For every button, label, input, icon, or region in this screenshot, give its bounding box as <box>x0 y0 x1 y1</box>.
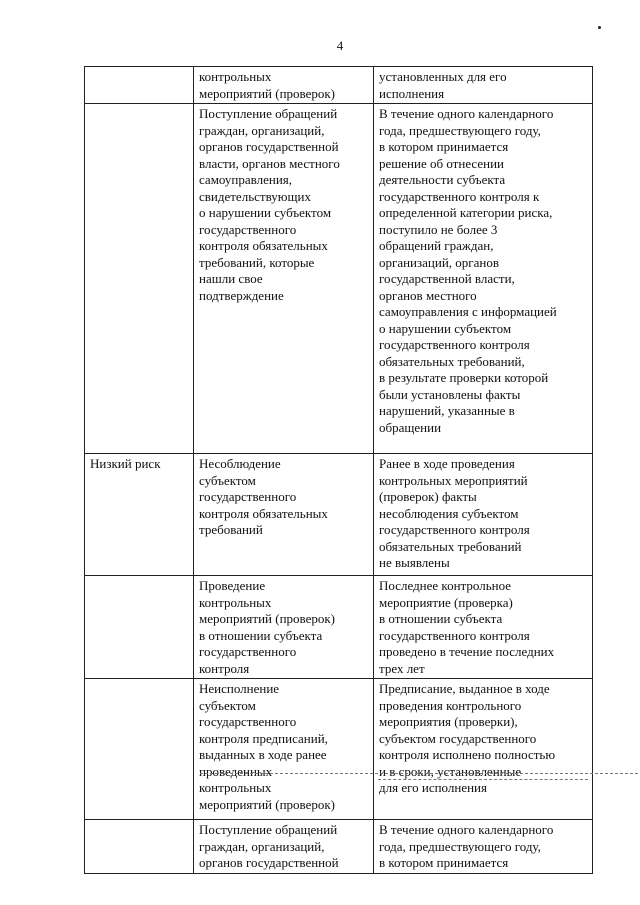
condition-cell: В течение одного календарного года, предшествующего году, в котором принимается <box>374 820 593 874</box>
corner-dot <box>598 26 601 29</box>
condition-cell: В течение одного календарного года, предшествующего году, в котором принимается решение об отнесении деятельности субъекта государственного контроля к определенной категории риска, поступило не более 3 обращений граждан, организаций, органов государственной власти, органов местного самоуправления с информацией о нарушении субъектом государственного контроля обязательных требований, в результате проверки которой были установлены факты нарушений, указанные в обращении <box>374 104 593 454</box>
criterion-cell: Проведение контрольных мероприятий (проверок) в отношении субъекта государственного контроля <box>194 576 374 679</box>
criterion-cell: контрольных мероприятий (проверок) <box>194 67 374 104</box>
condition-cell: установленных для его исполнения <box>374 67 593 104</box>
risk-cell <box>85 576 194 679</box>
risk-cell <box>85 104 194 454</box>
page-number: 4 <box>336 38 344 53</box>
risk-criteria-table <box>84 66 593 874</box>
condition-cell: Ранее в ходе проведения контрольных мероприятий (проверок) факты несоблюдения субъектом государственного контроля обязательных требований не выявлены <box>374 454 593 576</box>
table-row <box>85 576 593 679</box>
table-row <box>85 454 593 576</box>
criterion-cell: Поступление обращений граждан, организаций, органов государственной власти, органов местного самоуправления, свидетельствующих о нарушении субъектом государственного контроля обязательных требований, которые нашли свое подтверждение <box>194 104 374 454</box>
criterion-cell: Неисполнение субъектом государственного контроля предписаний, выданных в ходе ранее проведенных контрольных мероприятий (проверок) <box>194 679 374 820</box>
scan-artifact-line <box>378 779 588 780</box>
table-row <box>85 820 593 874</box>
table-row <box>85 67 593 104</box>
criterion-cell: Несоблюдение субъектом государственного контроля обязательных требований <box>194 454 374 576</box>
risk-level-label: Низкий риск <box>85 454 194 576</box>
risk-cell <box>85 820 194 874</box>
criterion-cell: Поступление обращений граждан, организаций, органов государственной <box>194 820 374 874</box>
scan-artifact-line <box>200 773 638 774</box>
condition-cell: Предписание, выданное в ходе проведения контрольного мероприятия (проверки), субъектом государственного контроля исполнено полностью и в сроки, установленные для его исполнения <box>374 679 593 820</box>
table-row <box>85 104 593 454</box>
risk-cell <box>85 67 194 104</box>
risk-cell <box>85 679 194 820</box>
condition-cell: Последнее контрольное мероприятие (проверка) в отношении субъекта государственного контроля проведено в течение последних трех лет <box>374 576 593 679</box>
table-row <box>85 679 593 820</box>
